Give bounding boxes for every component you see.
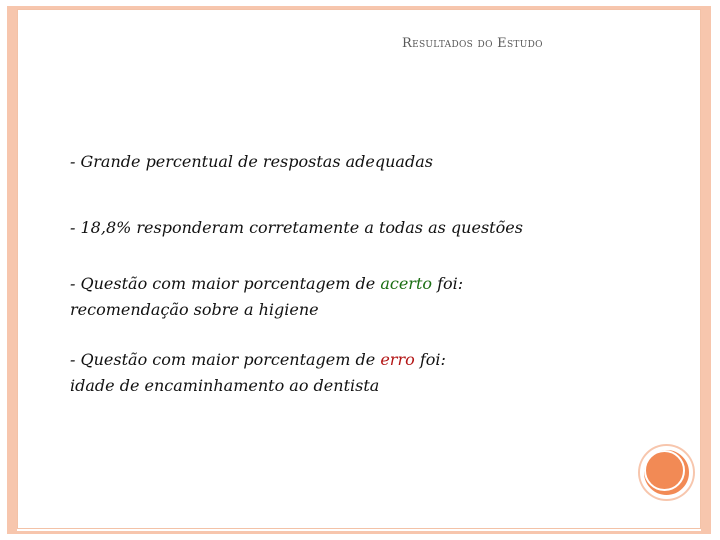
bullet-4-highlight-erro: erro — [380, 350, 415, 369]
bullet-4 — [70, 348, 446, 372]
bullet-3 — [70, 272, 463, 296]
bullet-3-highlight-acerto: acerto — [380, 274, 433, 293]
bullet-4-text-before: - Questão com maior porcentagem de — [70, 350, 381, 369]
bullet-1: - Grande percentual de respostas adequadas — [70, 152, 433, 171]
bullet-3-text-after: foi: — [432, 274, 464, 293]
bullet-4-text-after: foi: — [414, 350, 446, 369]
bullet-2: - 18,8% responderam corretamente a todas as questões — [70, 218, 523, 237]
slide-inner-border — [17, 9, 701, 529]
bullet-4-line-2: idade de encaminhamento ao dentista — [70, 376, 380, 395]
slide-title: Resultados do Estudo — [402, 36, 543, 51]
bullet-3-line-2: recomendação sobre a higiene — [70, 300, 319, 319]
decorative-circle-ring — [644, 450, 685, 491]
bullet-3-text-before: - Questão com maior porcentagem de — [70, 274, 381, 293]
